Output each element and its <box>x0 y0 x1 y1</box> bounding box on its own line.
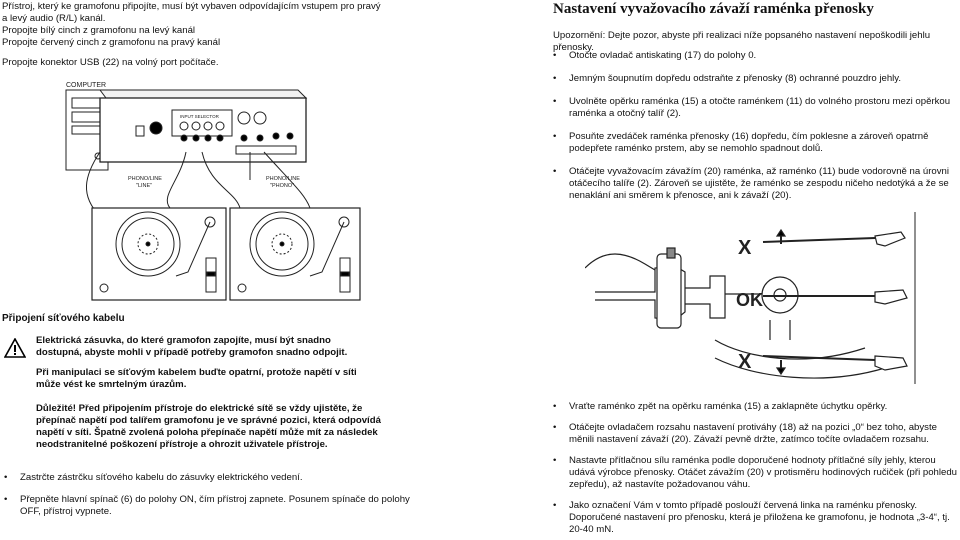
list-item: • Zastrčte zástrčku síťového kabelu do zásuvky elektrického vedení. <box>4 472 424 484</box>
line-label-top: PHONO/LINE <box>128 176 162 182</box>
socket-warning: Elektrická zásuvka, do které gramofon zapojíte, musí být snadno dostupná, abyste mohli v případě potřeby gramofon snadno odpojit. <box>36 335 348 358</box>
computer-label: COMPUTER <box>66 82 107 89</box>
connection-diagram <box>60 76 365 304</box>
list-item: • Nastavte přítlačnou sílu raménka podle doporučené hodnoty přítlačné síly jehly, kterou udává výrobce přenosky. Otáčet závažím (20) v protisměru hodinových ručiček (při pohledu zepředu), až nastavíte požadovanou váhu. <box>553 455 958 491</box>
input-selector-label: INPUT SELECTOR <box>180 114 219 119</box>
list-item: • Přepněte hlavní spínač (6) do polohy ON, čím přístroj zapnete. Posunem spínače do polohy OFF, přístroj vypnete. <box>4 494 424 518</box>
list-item: • Uvolněte opěrku raménka (15) a otočte raménkem (11) do volného prostoru mezi opěrkou raménka a otočný talíř (2). <box>553 96 958 120</box>
power-steps <box>4 472 424 518</box>
list-item: • Posuňte zvedáček raménka přenosky (16) dopředu, čím poklesne a zároveň opatrně podepřete raménko prstem, aby se nemohlo spadnout dolů. <box>553 131 958 155</box>
incorrect-mark: X <box>738 237 752 259</box>
intro-line: Propojte bílý cinch z gramofonu na levý kanál <box>2 25 196 36</box>
list-item: • Jemným šoupnutím dopředu odstraňte z přenosky (8) ochranné pouzdro jehly. <box>553 73 958 85</box>
turntable-phono-illustration <box>230 208 360 300</box>
phono-label-top: PHONO/LINE <box>266 176 300 182</box>
incorrect-mark: X <box>738 351 752 373</box>
list-item: • Vraťte raménko zpět na opěrku raménka (15) a zaklapněte úchytku opěrky. <box>553 401 958 413</box>
intro-line: a levý audio (R/L) kanál. <box>2 13 106 24</box>
line-label-bottom: "LINE" <box>136 183 153 189</box>
list-item: • Jako označení Vám v tomto případě poslouží červená linka na raménku přenosky. Doporučené nastavení pro přenosku, která je přiložena ke gramofonu, je hodnota „3-4“, tj. 20-40 mN. <box>553 500 958 536</box>
tracking-force-steps <box>553 401 958 536</box>
list-item: • Otáčejte ovladačem rozsahu nastavení protiváhy (18) až na pozici „0“ bez toho, abyste měnili nastavení závaží (20). Závaží pevně držte, zatímco točíte ovladačem rozsahu. <box>553 422 958 446</box>
correct-mark: OK <box>736 290 763 310</box>
needle-warning: Upozornění: Dejte pozor, abyste při realizaci níže popsaného nastavení nepoškodili jehlu přenosky. <box>553 30 931 53</box>
tonearm-balance-diagram <box>585 208 955 394</box>
phono-label-bottom: "PHONO" <box>270 183 295 189</box>
mixer-illustration <box>100 90 306 162</box>
important-label: Důležité! <box>36 403 76 414</box>
connection-intro <box>2 1 472 49</box>
balance-steps <box>553 50 958 202</box>
list-item: • Otočte ovladač antiskating (17) do polohy 0. <box>553 50 958 62</box>
intro-line: Přístroj, který ke gramofonu připojíte, musí být vybaven odpovídajícím vstupem pro pravý <box>2 1 381 12</box>
important-note <box>36 403 381 451</box>
page-title: Nastavení vyvažovacího závaží raménka přenosky <box>553 1 874 17</box>
intro-line: Propojte červený cinch z gramofonu na pravý kanál <box>2 37 221 48</box>
warning-triangle-icon <box>4 338 26 358</box>
important-text: Před připojením přístroje do elektrické sítě se vždy ujistěte, že přepínač napětí pod talířem gramofonu je ve správné pozici, která odpovídá napětí v síti. Špatně zvolená poloha přepínače napětí může mít za následek neodstranitelné poškození přístroje a ohrozit uživatele přístroje. <box>36 403 381 450</box>
usb-instruction: Propojte konektor USB (22) na volný port počítače. <box>2 57 219 68</box>
list-item: • Otáčejte vyvažovacím závažím (20) raménka, až raménko (11) bude vodorovně na úrovni otáčecího talíře (2). Zároveň se ujistěte, že raménko se zespodu ničeho nedotýká a že se nenaklání ani směrem k přenosce, ani k závaží (20). <box>553 166 958 202</box>
power-section-heading: Připojení síťového kabelu <box>2 313 125 324</box>
turntable-line-illustration <box>92 208 226 300</box>
voltage-warning: Při manipulaci se síťovým kabelem buďte opatrní, protože napětí v síti může vést ke smrtelným úrazům. <box>36 367 357 390</box>
